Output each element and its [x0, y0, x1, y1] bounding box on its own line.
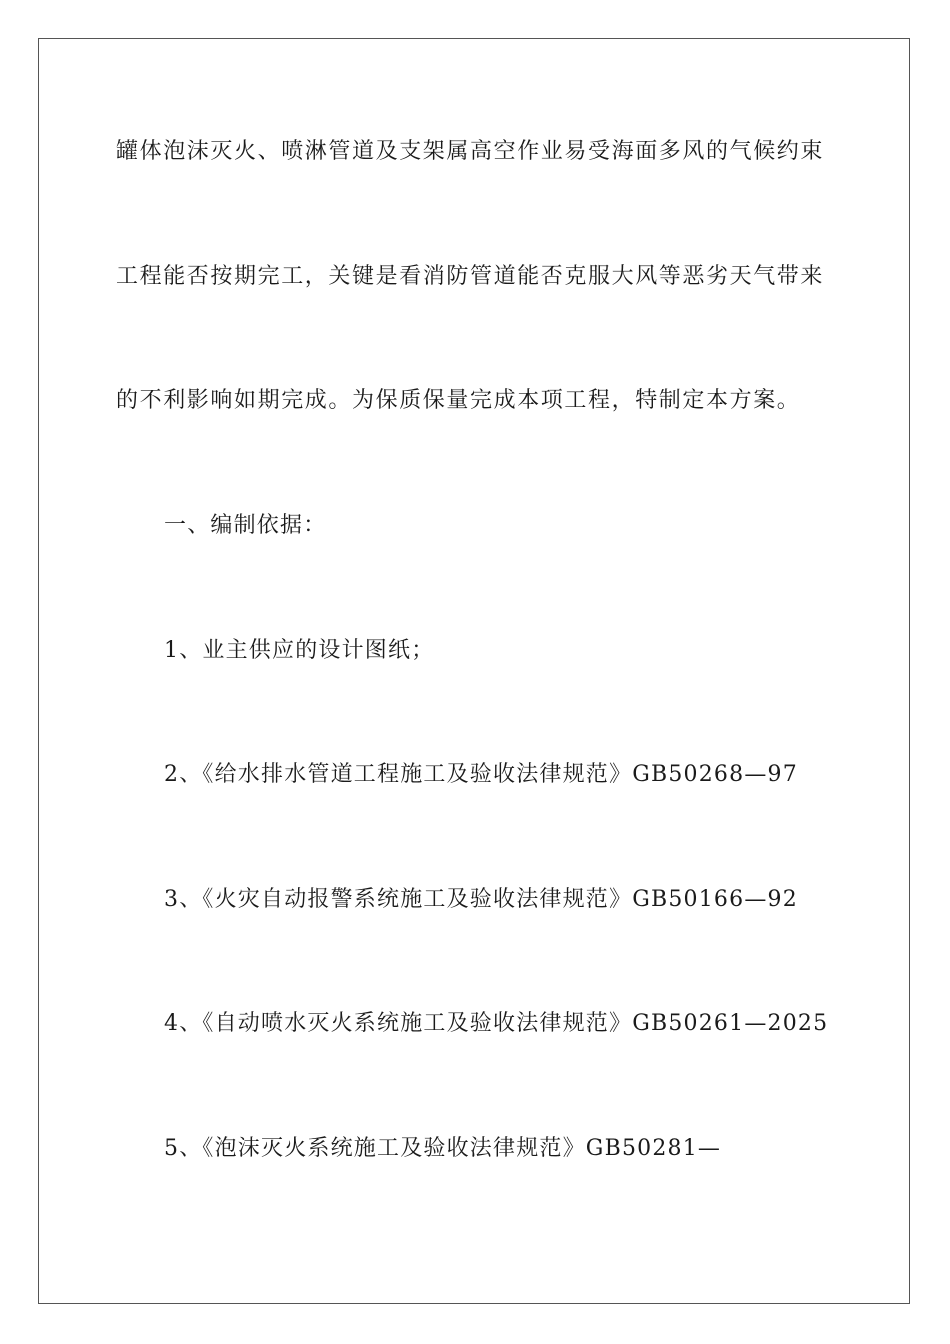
reference-item-1: 1、业主供应的设计图纸；	[164, 638, 435, 663]
reference-item-4: 4、《自动喷水灭火系统施工及验收法律规范》GB50261—2025	[164, 1011, 829, 1036]
section-heading: 一、编制依据：	[164, 513, 327, 538]
paragraph-line-2: 工程能否按期完工，关键是看消防管道能否克服大风等恶劣天气带来	[116, 264, 825, 289]
reference-item-5: 5、《泡沫灭火系统施工及验收法律规范》GB50281—	[164, 1136, 722, 1161]
paragraph-line-3: 的不利影响如期完成。为保质保量完成本项工程，特制定本方案。	[116, 388, 801, 413]
page-border	[38, 38, 910, 1304]
paragraph-line-1: 罐体泡沫灭火、喷淋管道及支架属高空作业易受海面多风的气候约束	[116, 139, 825, 164]
reference-item-3: 3、《火灾自动报警系统施工及验收法律规范》GB50166—92	[164, 887, 798, 912]
reference-item-2: 2、《给水排水管道工程施工及验收法律规范》GB50268—97	[164, 762, 798, 787]
